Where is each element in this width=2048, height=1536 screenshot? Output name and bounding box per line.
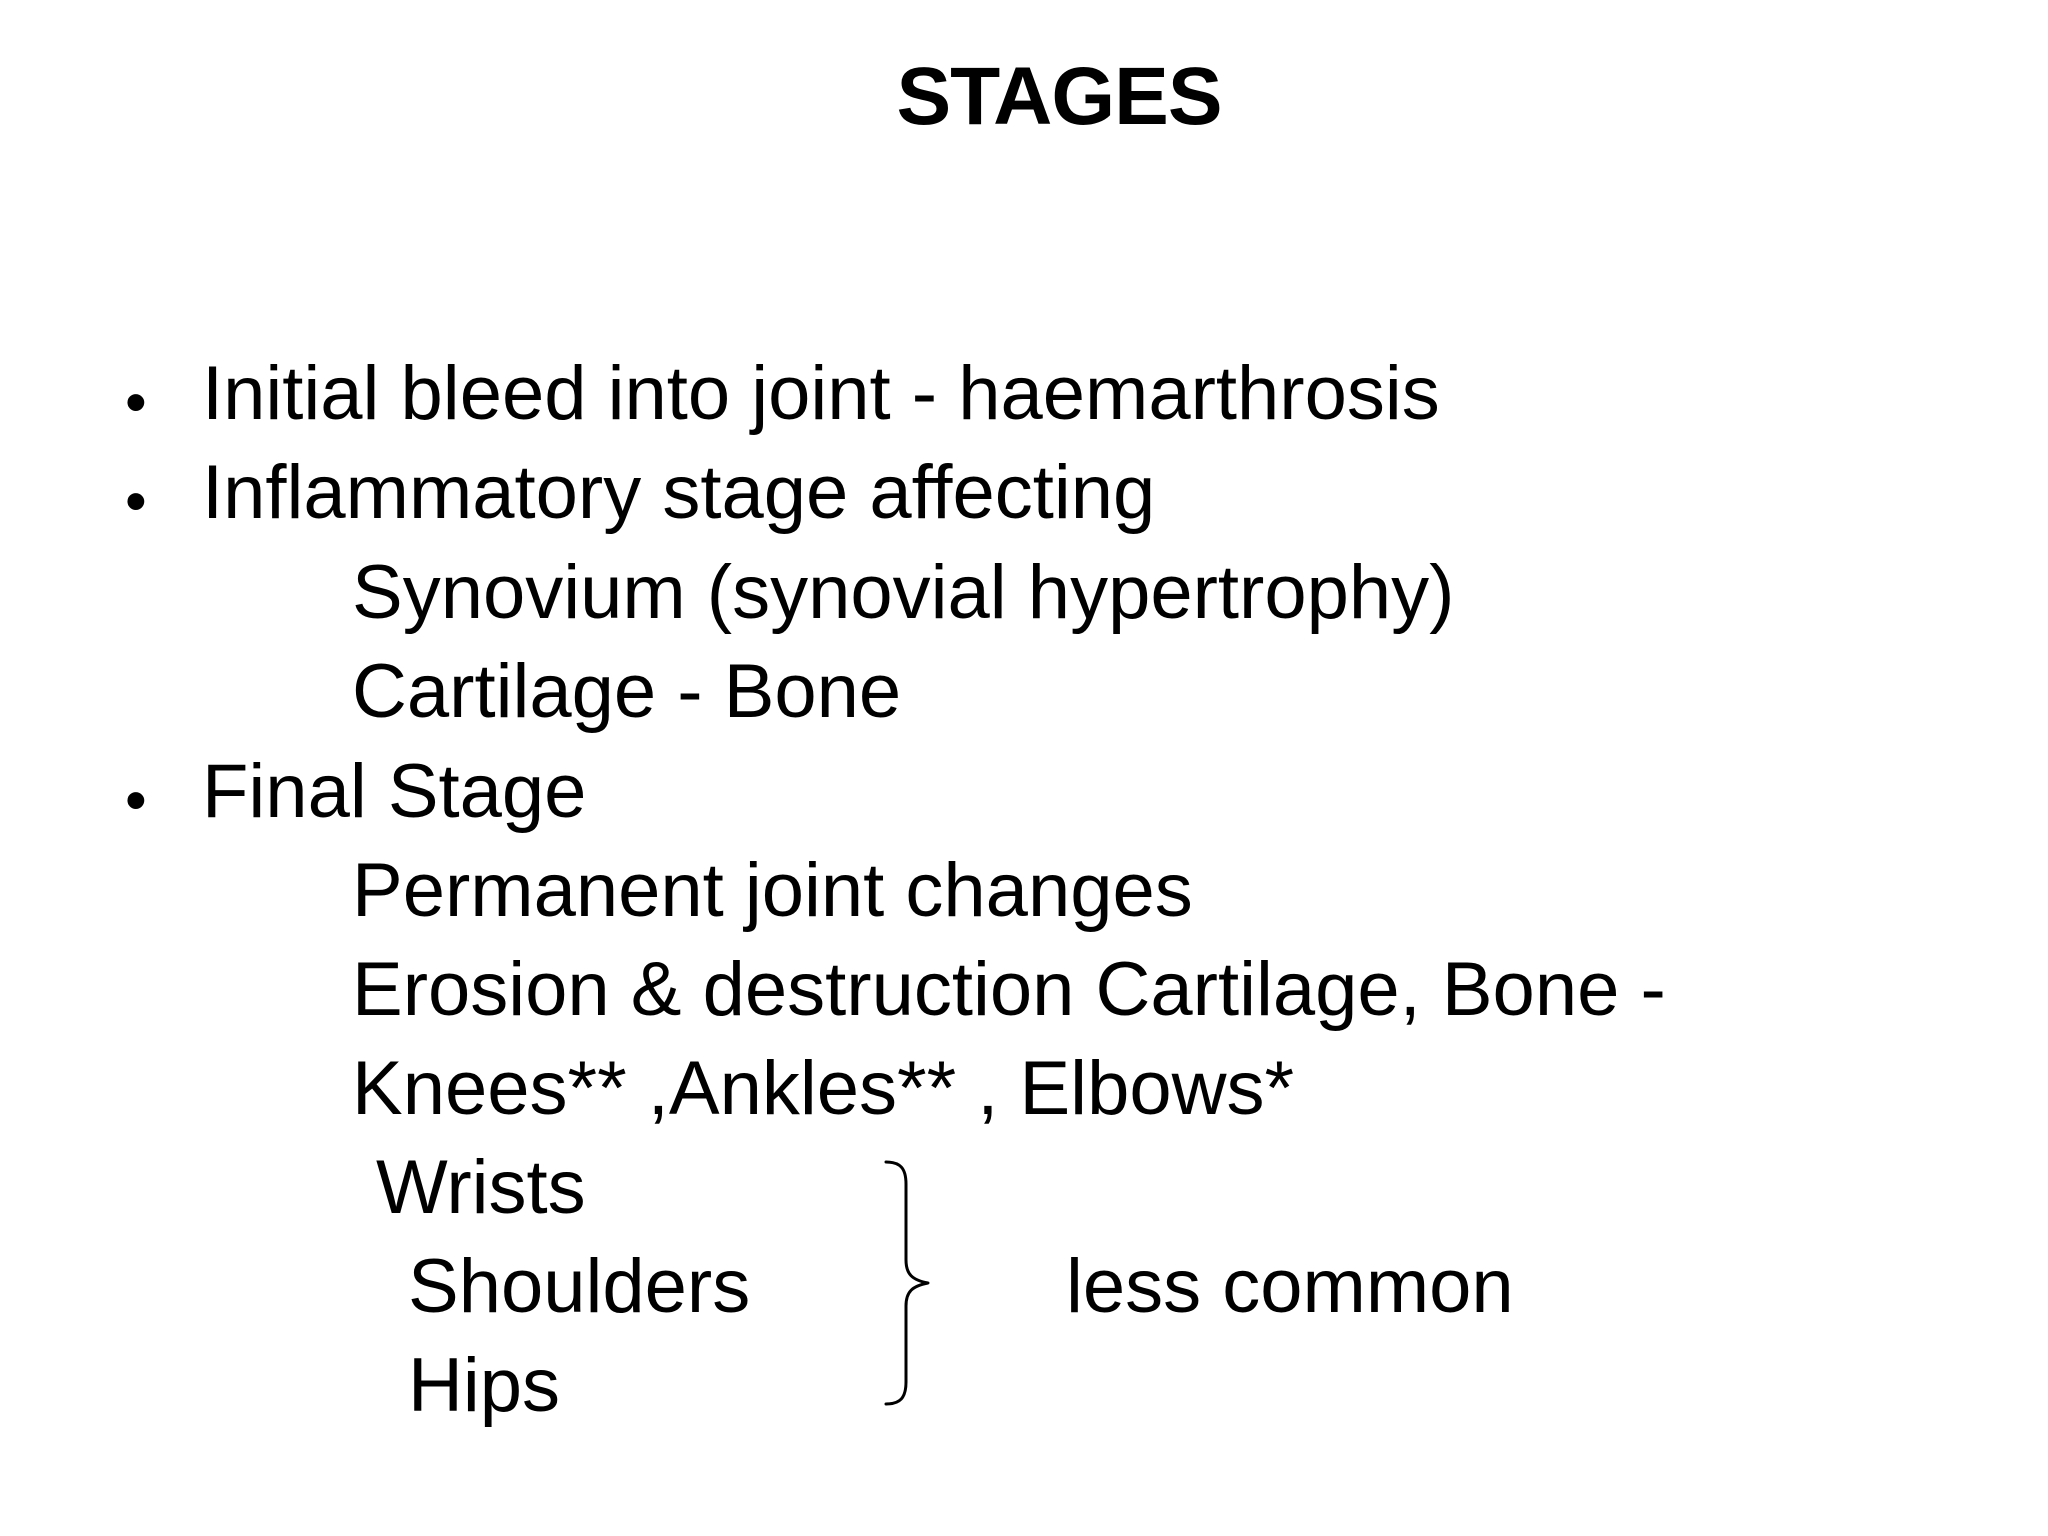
bullet-item-final-stage: Final Stage (202, 749, 587, 834)
sub-item-synovium: Synovium (synovial hypertrophy) (352, 550, 1455, 635)
right-brace (870, 1158, 940, 1408)
bullet-marker: • (125, 766, 147, 835)
sub-item-cartilage-bone: Cartilage - Bone (352, 649, 902, 734)
bullet-marker: • (125, 368, 147, 437)
bullet-item-initial-bleed: Initial bleed into joint - haemarthrosis (202, 351, 1440, 436)
bullet-marker: • (125, 467, 147, 536)
joint-wrists: Wrists (376, 1145, 586, 1230)
sub-item-affected-joints: Knees** ,Ankles** , Elbows* (352, 1046, 1295, 1131)
joint-shoulders: Shoulders (408, 1244, 751, 1329)
slide-title: STAGES (896, 51, 1222, 142)
sub-item-permanent-changes: Permanent joint changes (352, 848, 1193, 933)
bullet-item-inflammatory-stage: Inflammatory stage affecting (202, 450, 1156, 535)
joint-hips: Hips (408, 1343, 561, 1428)
less-common-label: less common (1066, 1244, 1514, 1329)
sub-item-erosion: Erosion & destruction Cartilage, Bone - (352, 947, 1666, 1032)
